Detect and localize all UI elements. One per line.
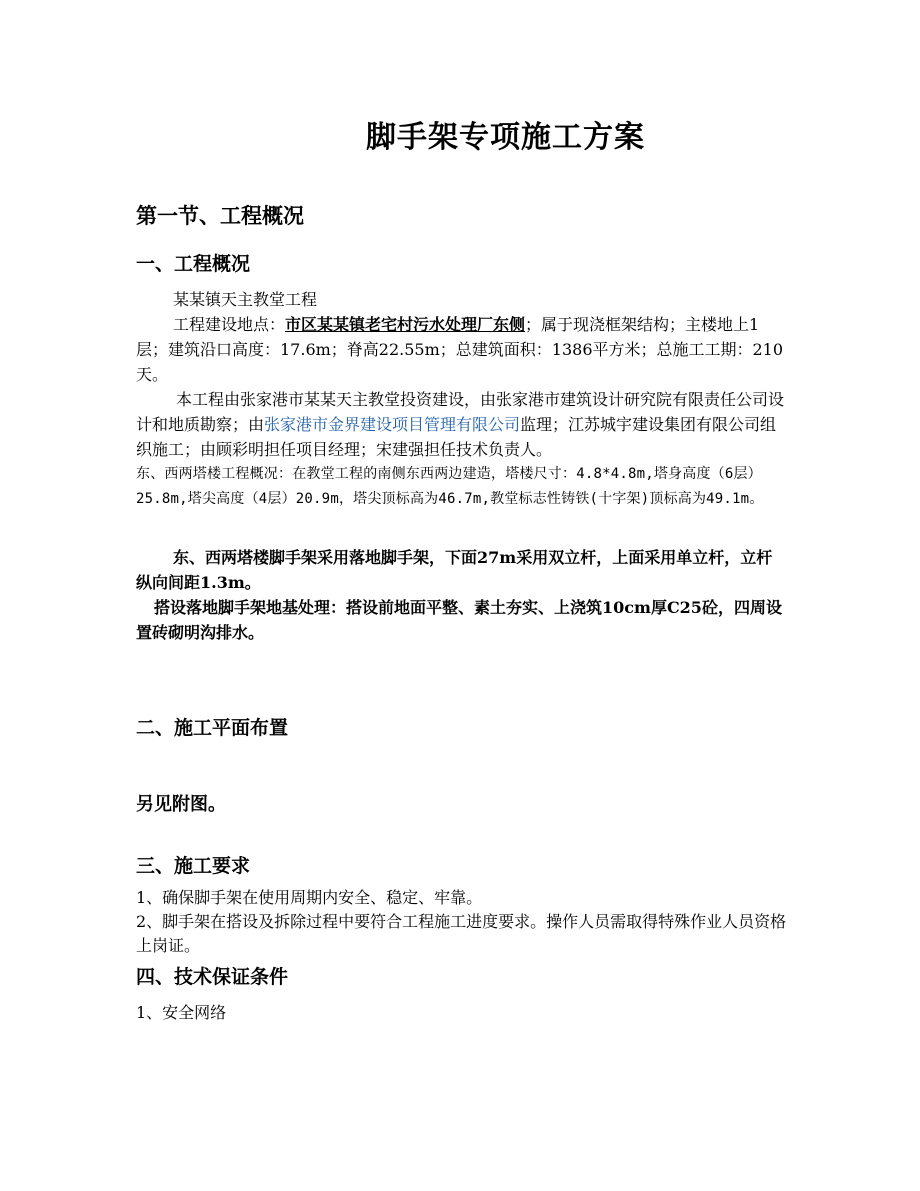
list-item: 2、脚手架在搭设及拆除过程中要符合工程施工进度要求。操作人员需取得特殊作业人员资格上岗证。 (136, 912, 787, 955)
location-value: 市区某某镇老宅村污水处理厂东侧 (285, 315, 526, 334)
requirements-list (136, 886, 796, 958)
location-paragraph (136, 312, 786, 387)
scaffold-body (136, 545, 786, 645)
list-item: 1、确保脚手架在使用周期内安全、稳定、牢靠。 (136, 888, 483, 907)
parties-text-b: 监理；江苏城宇建设集团有限公司组织施工；由顾彩明担任项目经理；宋建强担任技术负责人。 (136, 415, 777, 459)
technical-list (136, 1001, 796, 1025)
supervisor-company: 张家港市金界建设项目管理有限公司 (264, 415, 521, 434)
layout-note: 另见附图。 (136, 794, 226, 815)
towers-paragraph: 东、西两塔楼工程概况：在教堂工程的南侧东西两边建造，塔楼尺寸：4.8*4.8m,塔身高度（6层）25.8m,塔尖高度（4层）20.9m，塔尖顶标高为46.7m,教堂标志性铸铁(十字架)顶标高为49.1m。 (136, 466, 764, 507)
section-heading-requirements: 三、施工要求 (136, 855, 251, 877)
scaffold-paragraph: 东、西两塔楼脚手架采用落地脚手架，下面27m采用双立杆，上面采用单立杆，立杆纵向间距1.3m。 (136, 548, 773, 592)
foundation-paragraph: 搭设落地脚手架地基处理：搭设前地面平整、素土夯实、上浇筑10cm厚C25砼，四周设置砖砌明沟排水。 (136, 598, 782, 642)
section-heading-overview: 第一节、工程概况 (136, 203, 304, 228)
location-rest: ；属于现浇框架结构；主楼地上1层；建筑沿口高度：17.6m；脊高22.55m；总建筑面积：1386平方米；总施工工期：210天。 (136, 315, 784, 384)
project-name: 某某镇天主教堂工程 (173, 290, 318, 309)
section-heading-layout: 二、施工平面布置 (136, 717, 289, 739)
document-title: 脚手架专项施工方案 (366, 120, 645, 155)
overview-body (136, 287, 786, 512)
list-item: 1、安全网络 (136, 1003, 227, 1022)
subheading-overview: 一、工程概况 (136, 253, 251, 275)
parties-text-a: 本工程由张家港市某某天主教堂投资建设，由张家港市建筑设计研究院有限责任公司设计和地质勘察；由 (136, 390, 785, 434)
section-heading-technical: 四、技术保证条件 (136, 966, 289, 988)
parties-paragraph (136, 387, 786, 462)
location-label: 工程建设地点： (173, 315, 286, 334)
